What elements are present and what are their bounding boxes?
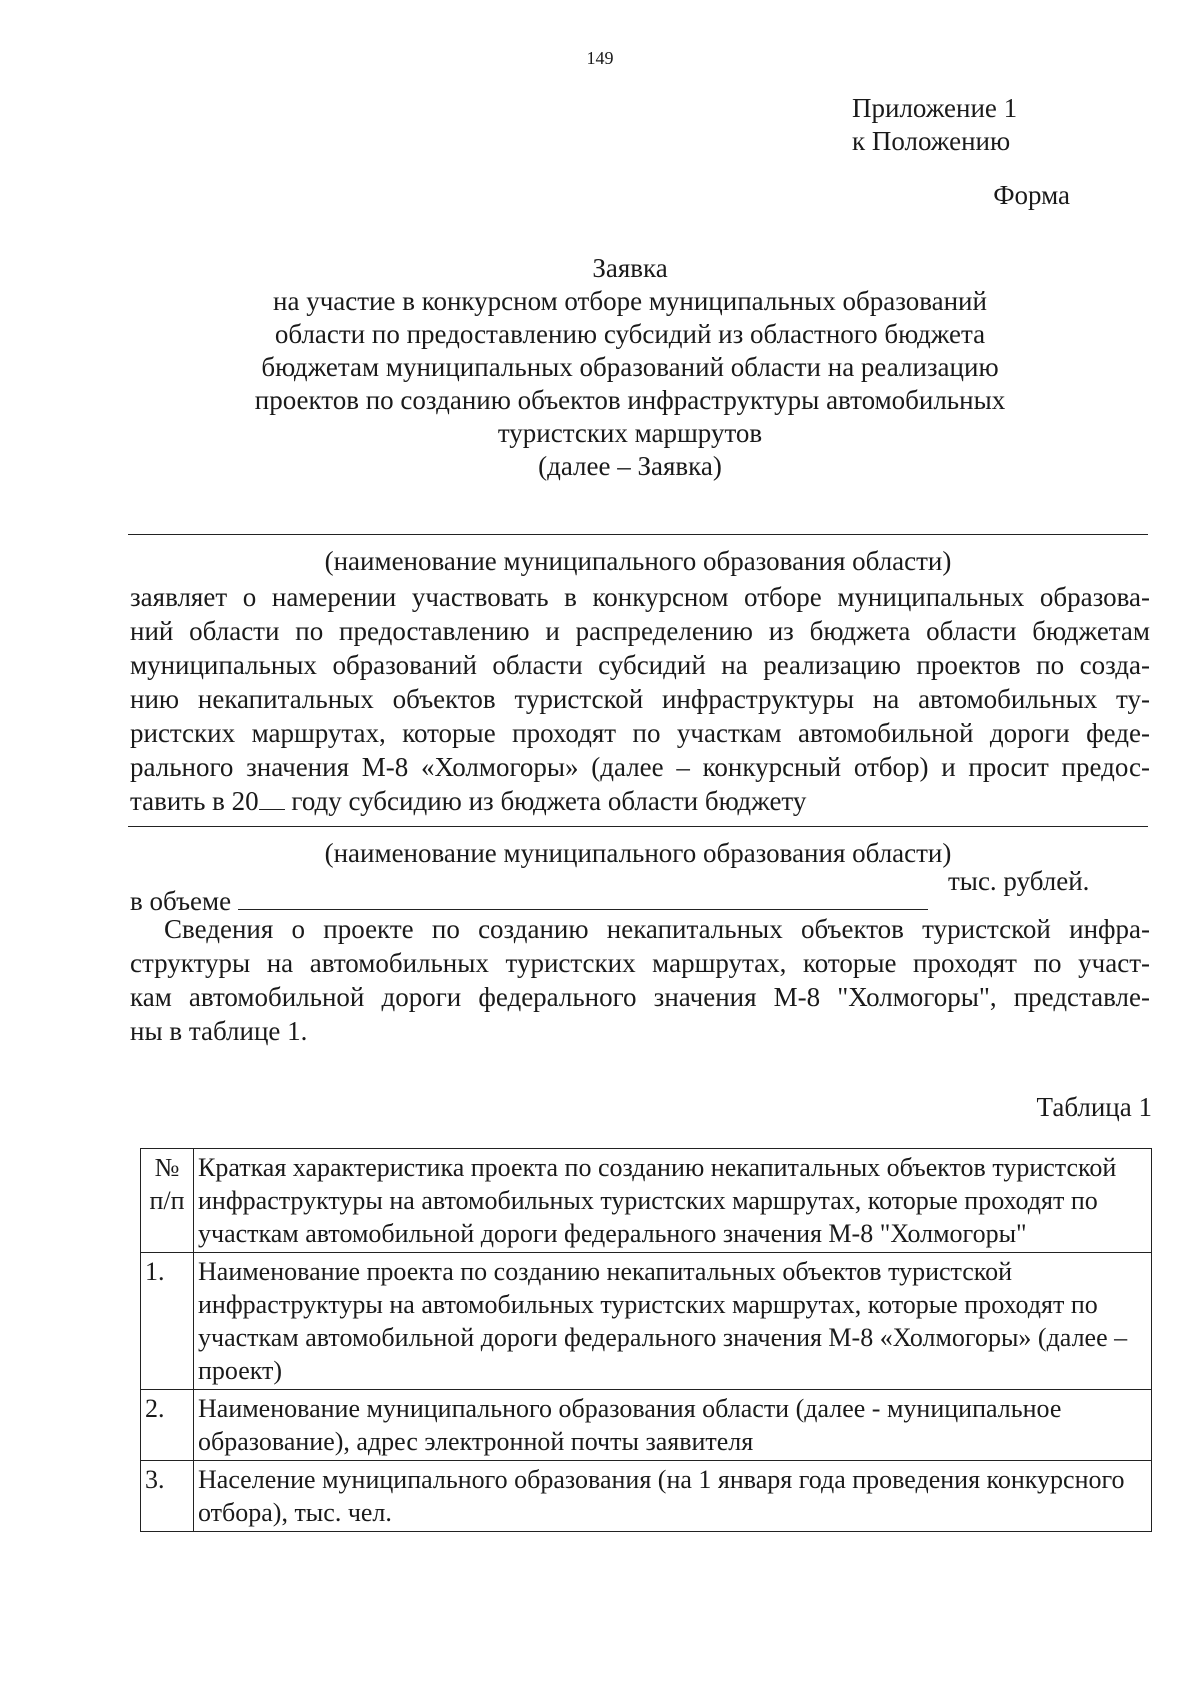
header-number-cell: № п/п (141, 1149, 194, 1253)
statement-paragraph (130, 580, 1150, 818)
statement-line: ний области по предоставлению и распределению из бюджета области бюджетам (130, 616, 1150, 646)
info-paragraph (130, 912, 1150, 1048)
amount-unit: тыс. рублей. (948, 866, 1090, 896)
title-line: Заявка (592, 253, 668, 283)
amount-fill-blank[interactable] (238, 887, 928, 910)
statement-line: нию некапитальных объектов туристской инфраструктуры на автомобильных ту- (130, 684, 1150, 714)
statement-last-line (130, 784, 1150, 818)
document-title (150, 252, 1110, 483)
municipality-fill-line-2[interactable] (128, 826, 1148, 827)
title-line: области по предоставлению субсидий из областного бюджета (274, 319, 986, 349)
year-prefix: тавить в 20 (130, 786, 259, 816)
info-line: Сведения о проекте по созданию некапитальных объектов туристской инфра- (164, 914, 1150, 944)
municipality-caption-2: (наименование муниципального образования области) (324, 838, 952, 868)
year-fill-blank[interactable] (259, 787, 285, 810)
title-line: туристских маршрутов (497, 418, 763, 448)
municipality-fill-line-1[interactable] (128, 534, 1148, 535)
table-row (141, 1461, 1152, 1532)
info-line: кам автомобильной дороги федерального значения М-8 "Холмогоры", представле- (130, 982, 1150, 1012)
project-info-table (140, 1148, 1152, 1532)
municipality-caption-1: (наименование муниципального образования области) (324, 546, 952, 576)
appendix-line-1: Приложение 1 (852, 93, 1018, 123)
appendix-line-2: к Положению (852, 126, 1011, 156)
statement-line: ристских маршрутах, которые проходят по участкам автомобильной дороги феде- (130, 718, 1150, 748)
title-line: на участие в конкурсном отборе муниципальных образований (273, 286, 987, 316)
statement-line: рального значения М-8 «Холмогоры» (далее – конкурсный отбор) и просит предос- (130, 752, 1150, 782)
page-number: 149 (586, 48, 614, 68)
row-number-cell: 1. (141, 1253, 194, 1390)
table-header-row (141, 1149, 1152, 1253)
table-row (141, 1390, 1152, 1461)
appendix-reference (852, 92, 1017, 158)
info-line: структуры на автомобильных туристских маршрутах, которые проходят по участ- (130, 948, 1150, 978)
title-line: бюджетам муниципальных образований области на реализацию (261, 352, 999, 382)
info-line: ны в таблице 1. (130, 1016, 308, 1046)
form-label: Форма (993, 180, 1070, 210)
header-text-cell: Краткая характеристика проекта по созданию некапитальных объектов туристской инфраструктуры на автомобильных туристских маршрутах, которые проходят по участкам автомобильной дороги федерального значения М-8 "Холмогоры" (194, 1149, 1152, 1253)
statement-line: заявляет о намерении участвовать в конкурсном отборе муниципальных образова- (130, 582, 1150, 612)
title-line: (далее – Заявка) (538, 451, 722, 481)
table-caption: Таблица 1 (1036, 1092, 1152, 1122)
statement-line: муниципальных образований области субсидий на реализацию проектов по созда- (130, 650, 1150, 680)
table-row (141, 1253, 1152, 1390)
row-number-cell: 2. (141, 1390, 194, 1461)
title-line: проектов по созданию объектов инфраструктуры автомобильных (254, 385, 1006, 415)
year-suffix: году субсидию из бюджета области бюджету (284, 786, 807, 816)
row-number-cell: 3. (141, 1461, 194, 1532)
row-text-cell: Население муниципального образования (на 1 января года проведения конкурсного отбора), тыс. чел. (194, 1461, 1152, 1532)
row-text-cell: Наименование муниципального образования области (далее - муниципальное образование), адрес электронной почты заявителя (194, 1390, 1152, 1461)
row-text-cell: Наименование проекта по созданию некапитальных объектов туристской инфраструктуры на автомобильных туристских маршрутах, которые проходят по участкам автомобильной дороги федерального значения М-8 «Холмогоры» (далее – проект) (194, 1253, 1152, 1390)
amount-prefix: в объеме (130, 886, 232, 916)
